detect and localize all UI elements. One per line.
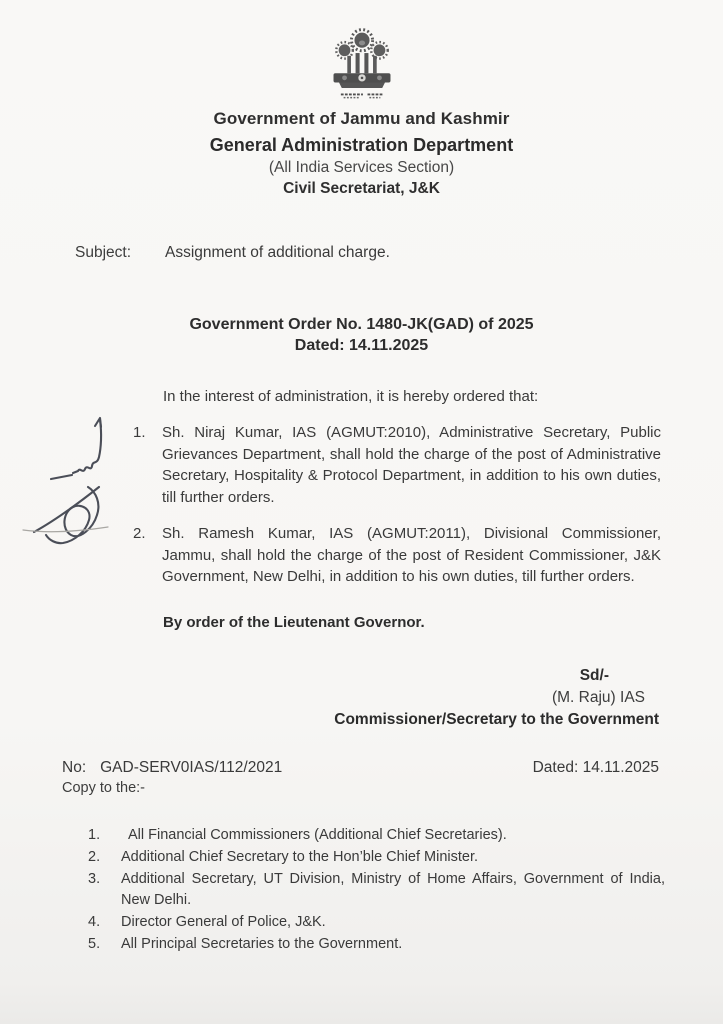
reference-number-value: GAD-SERV0IAS/112/2021 (100, 758, 283, 776)
header-secretariat-line: Civil Secretariat, J&K (283, 180, 440, 197)
document-header (0, 0, 723, 198)
copy-item-number: 2. (88, 848, 101, 865)
by-order-line: By order of the Lieutenant Governor. (163, 613, 425, 631)
subject-label: Subject: (75, 244, 132, 261)
signature-block (0, 665, 659, 731)
copy-item-number: 3. (88, 870, 101, 887)
copy-item-number: 4. (88, 913, 101, 930)
copy-list-item (88, 847, 665, 868)
intro-paragraph: In the interest of administration, it is hereby ordered that: (163, 388, 539, 405)
signatory-name: (M. Raju) IAS (551, 688, 645, 706)
order-item-text: Sh. Niraj Kumar, IAS (AGMUT:2010), Administrative Secretary, Public Grievances Department, shall hold the charge of the post of Administrative Secretary, Hospitality & Protocol Department, in addition to his own duties, till further orders. (162, 424, 661, 506)
reference-row (62, 759, 659, 777)
copy-list-item (88, 912, 665, 933)
reference-number (62, 759, 282, 777)
sd-line: Sd/- (579, 666, 609, 684)
order-item (133, 523, 661, 588)
copy-item-number: 1. (88, 826, 101, 843)
header-section-line: (All India Services Section) (268, 159, 455, 176)
copy-item-text: Director General of Police, J&K. (121, 913, 326, 930)
header-department-line: General Administration Department (209, 135, 514, 155)
copy-item-text: All Principal Secretaries to the Government. (121, 935, 403, 952)
reference-number-label: No: (62, 758, 87, 776)
header-government-line: Government of Jammu and Kashmir (213, 109, 510, 128)
subject-row (75, 244, 723, 262)
subject-text: Assignment of additional charge. (165, 244, 390, 261)
signatory-designation: Commissioner/Secretary to the Government (334, 710, 659, 728)
order-item-number: 2. (133, 525, 146, 542)
copy-item-text: Additional Chief Secretary to the Hon’ble Chief Minister. (121, 848, 479, 865)
order-items-list (0, 422, 723, 588)
reference-dated: Dated: 14.11.2025 (532, 758, 659, 776)
copy-list-item (88, 934, 665, 955)
copy-list-item (88, 869, 665, 911)
copy-list-item (88, 825, 665, 846)
order-number-line: Government Order No. 1480-JK(GAD) of 2025 (189, 316, 534, 333)
copy-item-text: Additional Secretary, UT Division, Ministry of Home Affairs, Government of India, New Delhi. (121, 870, 665, 908)
copy-list (0, 825, 723, 955)
order-item-number: 1. (133, 424, 146, 441)
copy-item-number: 5. (88, 935, 101, 952)
order-item (133, 422, 661, 508)
ashoka-emblem-icon (328, 24, 396, 106)
order-number-heading (0, 314, 723, 356)
order-item-text: Sh. Ramesh Kumar, IAS (AGMUT:2011), Divisional Commissioner, Jammu, shall hold the charge of the post of Resident Commissioner, J&K Government, New Delhi, in addition to his own duties, till further orders. (162, 525, 661, 585)
copy-to-label: Copy to the:- (62, 779, 146, 796)
copy-item-text: All Financial Commissioners (Additional Chief Secretaries). (128, 826, 507, 843)
order-date-line: Dated: 14.11.2025 (294, 337, 429, 354)
